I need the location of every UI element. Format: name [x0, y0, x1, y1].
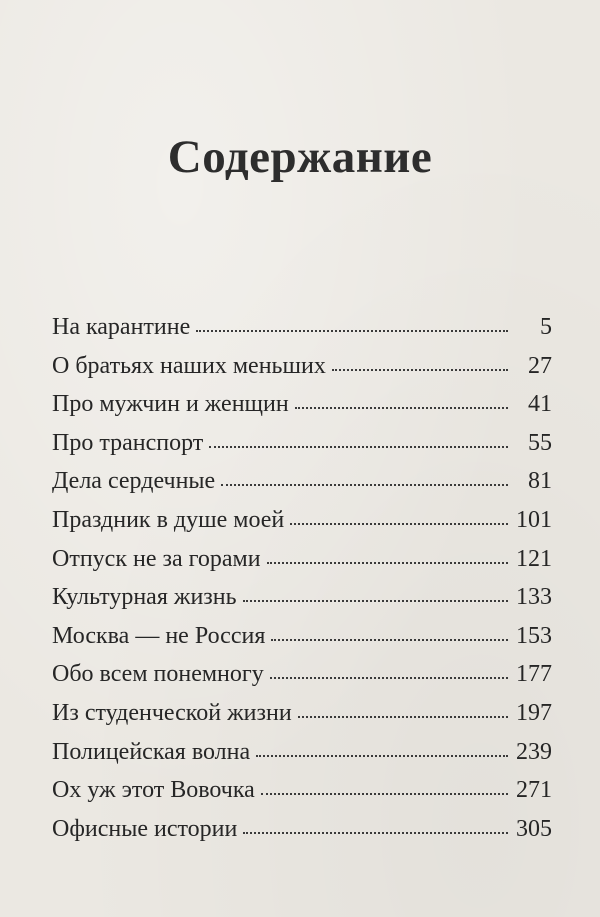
toc-entry — [52, 623, 552, 662]
toc-entry-page: 197 — [516, 699, 552, 726]
dot-leader — [221, 484, 508, 486]
dot-leader — [209, 446, 508, 448]
toc-entry-title: Полицейская волна — [52, 738, 251, 765]
table-of-contents — [52, 314, 552, 854]
dot-leader — [261, 793, 508, 795]
toc-entry — [52, 468, 552, 507]
dot-leader — [332, 369, 508, 371]
toc-entry-title: На карантине — [52, 314, 191, 340]
toc-entry-page: 153 — [516, 622, 552, 649]
toc-entry — [52, 661, 552, 700]
toc-entry — [52, 584, 552, 623]
toc-entry-title: Ох уж этот Вовочка — [52, 777, 255, 804]
dot-leader — [267, 562, 508, 564]
toc-entry — [52, 314, 552, 353]
dot-leader — [270, 677, 508, 679]
toc-entry-title: Отпуск не за горами — [52, 545, 261, 572]
toc-entry — [52, 430, 552, 469]
toc-entry-page: 101 — [516, 506, 552, 533]
toc-entry-page: 133 — [516, 584, 552, 611]
toc-entry-page: 271 — [516, 777, 552, 804]
toc-entry-page: 41 — [528, 391, 552, 418]
toc-entry — [52, 700, 552, 739]
toc-entry-title: Про мужчин и женщин — [52, 391, 289, 418]
toc-entry — [52, 507, 552, 546]
toc-entry-page: 305 — [516, 815, 552, 842]
toc-entry-page: 55 — [528, 429, 552, 456]
toc-entry-page: 5 — [540, 314, 552, 340]
toc-entry — [52, 739, 552, 778]
toc-entry-page: 239 — [516, 738, 552, 765]
toc-entry — [52, 777, 552, 816]
toc-entry-page: 121 — [516, 545, 552, 572]
toc-entry-title: Офисные истории — [52, 815, 238, 842]
page-title: Содержание — [167, 131, 433, 183]
toc-entry-page: 177 — [516, 661, 552, 688]
toc-entry — [52, 546, 552, 585]
dot-leader — [196, 330, 508, 332]
toc-entry — [52, 391, 552, 430]
dot-leader — [256, 755, 508, 757]
toc-entry-page: 81 — [528, 468, 552, 495]
dot-leader — [271, 639, 508, 641]
toc-entry-title: Праздник в душе моей — [52, 506, 285, 533]
dot-leader — [298, 716, 508, 718]
toc-entry-title: Культурная жизнь — [52, 584, 237, 611]
toc-entry-title: Дела сердечные — [52, 468, 216, 495]
dot-leader — [243, 600, 508, 602]
dot-leader — [243, 832, 508, 834]
toc-entry-title: О братьях наших меньших — [52, 352, 326, 379]
toc-entry-title: Москва — не Россия — [52, 622, 266, 649]
toc-entry-page: 27 — [528, 352, 552, 379]
dot-leader — [290, 523, 508, 525]
toc-entry-title: Про транспорт — [52, 429, 204, 456]
toc-entry — [52, 353, 552, 392]
toc-entry-title: Обо всем понемногу — [52, 661, 264, 688]
dot-leader — [295, 407, 508, 409]
toc-entry — [52, 816, 552, 855]
toc-entry-title: Из студенческой жизни — [52, 699, 292, 726]
